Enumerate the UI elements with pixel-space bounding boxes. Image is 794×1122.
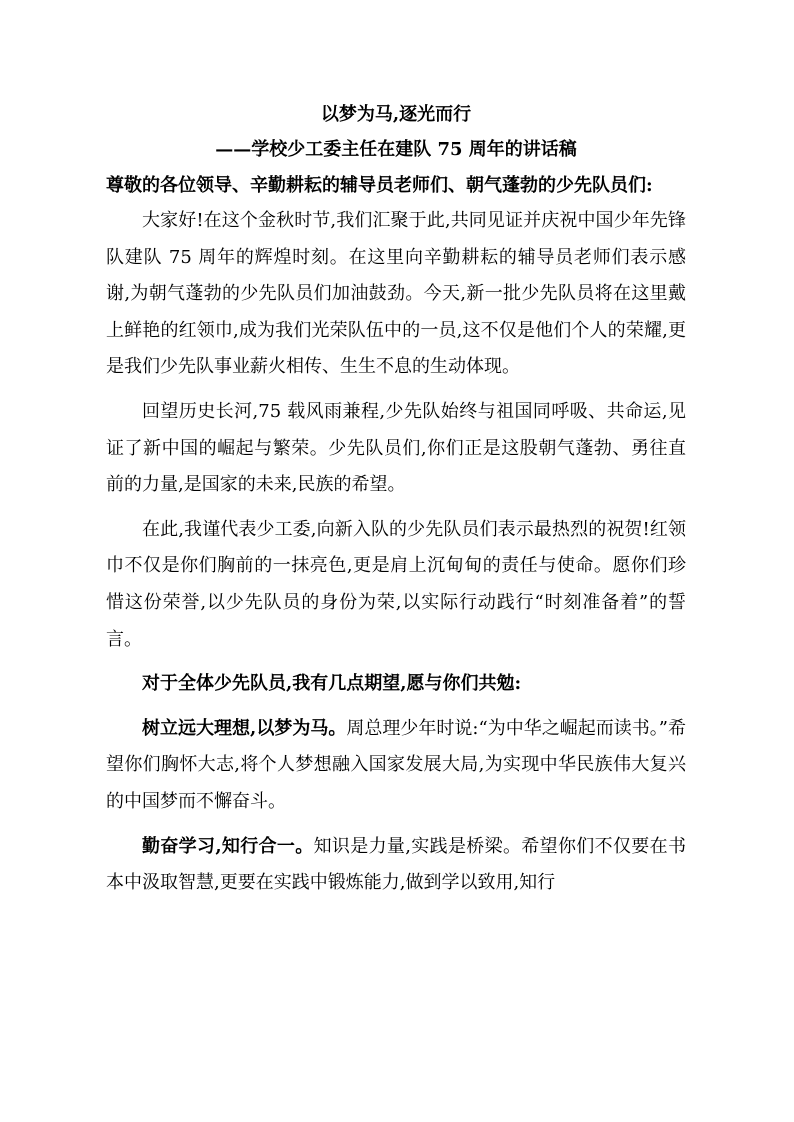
paragraph-congratulations: 在此,我谨代表少工委,向新入队的少先队员们表示最热烈的祝贺!红领巾不仅是你们胸前的一抹亮色,更是肩上沉甸甸的责任与使命。愿你们珍惜这份荣誉,以少先队员的身份为荣,以实际行动践行“时刻准备着”的誓言。 bbox=[106, 518, 686, 650]
document-subtitle: ——学校少工委主任在建队 75 周年的讲话稿 bbox=[215, 139, 577, 160]
paragraph-point-study bbox=[106, 829, 686, 902]
paragraph-point-ideal bbox=[106, 711, 686, 821]
point-ideal-heading: 树立远大理想,以梦为马。 bbox=[142, 717, 347, 739]
salutation: 尊敬的各位领导、辛勤耕耘的辅导员老师们、朝气蓬勃的少先队员们: bbox=[106, 175, 653, 196]
point-ideal-body: 周总理少年时说:“为中华之崛起而读书。”希望你们胸怀大志,将个人梦想融入国家发展大局,为实现中华民族伟大复兴的中国梦而不懈奋斗。 bbox=[106, 717, 687, 812]
document-body bbox=[106, 100, 686, 902]
paragraph-greeting: 大家好!在这个金秋时节,我们汇聚于此,共同见证并庆祝中国少年先锋队建队 75 周年的辉煌时刻。在这里向辛勤耕耘的辅导员老师们表示感谢,为朝气蓬勃的少先队员们加油鼓劲。今天,新一批少先队员将在这里戴上鲜艳的红领巾,成为我们光荣队伍中的一员,这不仅是他们个人的荣耀,更是我们少先队事业薪火相传、生生不息的生动体现。 bbox=[106, 210, 686, 378]
paragraph-history: 回望历史长河,75 载风雨兼程,少先队始终与祖国同呼吸、共命运,见证了新中国的崛起与繁荣。少先队员们,你们正是这股朝气蓬勃、勇往直前的力量,是国家的未来,民族的希望。 bbox=[106, 400, 686, 496]
point-study-body: 知识是力量,实践是桥梁。希望你们不仅要在书本中汲取智慧,更要在实践中锻炼能力,做到学以致用,知行 bbox=[106, 835, 686, 894]
point-study-heading: 勤奋学习,知行合一。 bbox=[142, 835, 314, 857]
document-title: 以梦为马,逐光而行 bbox=[320, 104, 472, 125]
paragraph-expectation-lead: 对于全体少先队员,我有几点期望,愿与你们共勉: bbox=[142, 673, 522, 695]
